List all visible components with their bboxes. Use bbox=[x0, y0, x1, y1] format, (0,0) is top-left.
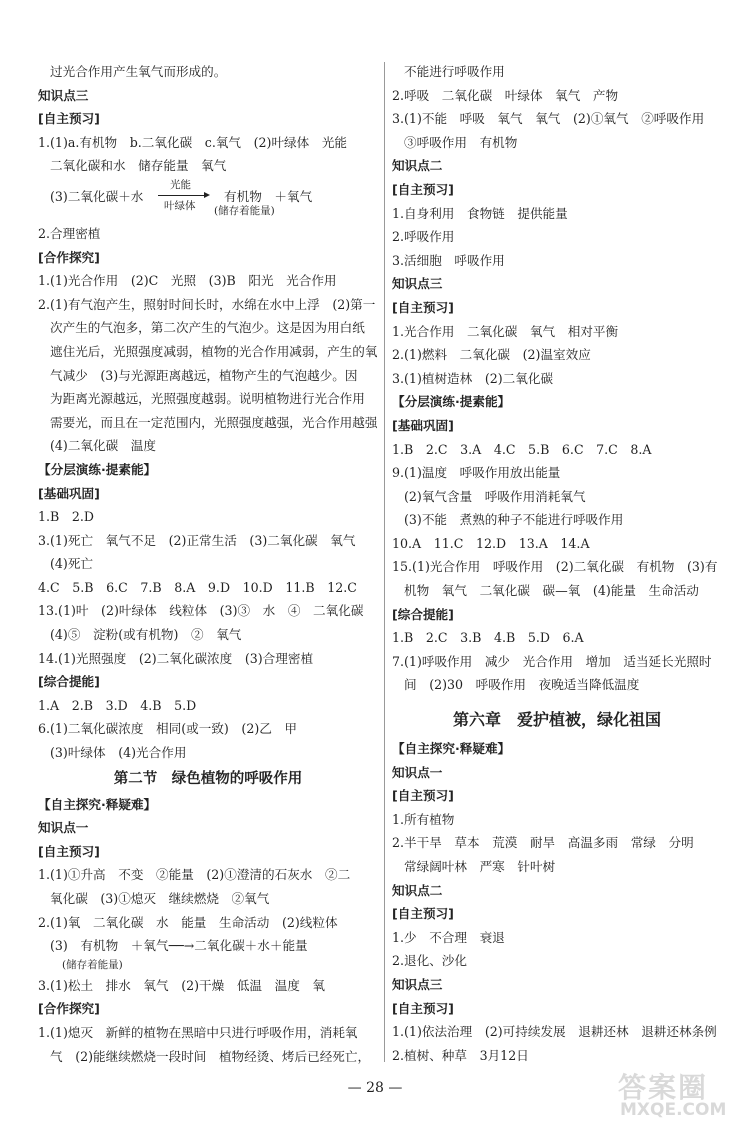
subsection-label: [自主预习] bbox=[392, 906, 454, 922]
subsection-label: [合作探究] bbox=[38, 249, 100, 265]
answer-line: (4)⑤ 淀粉(或有机物) ② 氧气 bbox=[50, 627, 242, 643]
answer-line: 1.光合作用 二氧化碳 氧气 相对平衡 bbox=[392, 323, 619, 339]
equation-note: (储存着能量) bbox=[214, 204, 275, 217]
section-banner: 【自主探究·释疑难】 bbox=[392, 741, 511, 757]
subsection-label: [自主预习] bbox=[392, 788, 454, 804]
answer-line: 3.(1)死亡 氧气不足 (2)正常生活 (3)二氧化碳 氧气 bbox=[38, 532, 356, 548]
answer-line: 14.(1)光照强度 (2)二氧化碳浓度 (3)合理密植 bbox=[38, 650, 314, 666]
answer-line: (4)死亡 bbox=[50, 556, 94, 572]
answer-line: (3) 有机物 ＋氧气──→二氧化碳＋水＋能量 bbox=[50, 938, 308, 954]
section-banner: 【分层演练·提素能】 bbox=[38, 461, 157, 477]
answer-line: 1.B 2.C 3.A 4.C 5.B 6.C 7.C 8.A bbox=[392, 441, 652, 457]
answer-line: 1.少 不合理 衰退 bbox=[392, 929, 505, 945]
column-divider bbox=[384, 62, 385, 1062]
answer-line: 1.B 2.D bbox=[38, 509, 94, 525]
subsection-label: [自主预习] bbox=[392, 1000, 454, 1016]
answer-line: 1.(1)①升高 不变 ②能量 (2)①澄清的石灰水 ②二 bbox=[38, 867, 351, 883]
section-banner: 【自主探究·释疑难】 bbox=[38, 796, 157, 812]
subsection-label: [自主预习] bbox=[392, 181, 454, 197]
equation-products: 有机物 ＋氧气 bbox=[224, 188, 313, 204]
subsection-label: [自主预习] bbox=[38, 111, 100, 127]
answer-line: 15.(1)光合作用 呼吸作用 (2)二氧化碳 有机物 (3)有 bbox=[392, 559, 718, 575]
answer-line: 机物 氧气 二氧化碳 碳—氧 (4)能量 生命活动 bbox=[404, 583, 699, 599]
answer-line: 2.合理密植 bbox=[38, 225, 101, 241]
answer-line: 2.呼吸 二氧化碳 叶绿体 氧气 产物 bbox=[392, 87, 619, 103]
answer-line: (4)二氧化碳 温度 bbox=[50, 438, 156, 454]
answer-line: 2.退化、沙化 bbox=[392, 953, 467, 969]
chapter-title: 第六章 爱护植被，绿化祖国 bbox=[452, 710, 661, 730]
equation-condition-top: 光能 bbox=[170, 178, 191, 191]
knowledge-point-heading: 知识点一 bbox=[38, 820, 89, 836]
answer-line: 1.(1)熄灭 新鲜的植物在黑暗中只进行呼吸作用，消耗氧 bbox=[38, 1024, 358, 1040]
subsection-label: [自主预习] bbox=[392, 299, 454, 315]
answer-line: 10.A 11.C 12.D 13.A 14.A bbox=[392, 535, 590, 551]
answer-line: 2.(1)燃料 二氧化碳 (2)温室效应 bbox=[392, 347, 591, 363]
answer-line: 二氧化碳和水 储存能量 氧气 bbox=[50, 158, 227, 174]
answer-line: (2)氧气含量 呼吸作用消耗氧气 bbox=[404, 488, 586, 504]
answer-line: 2.植树、种草 3月12日 bbox=[392, 1047, 529, 1063]
answer-line: 3.活细胞 呼吸作用 bbox=[392, 252, 505, 268]
answer-line: ③呼吸作用 有机物 bbox=[404, 134, 518, 150]
arrowhead-icon bbox=[204, 192, 210, 198]
answer-line: 气减少 (3)与光源距离越远，植物产生的气泡越少。因 bbox=[50, 367, 358, 383]
answer-line: 1.(1)a.有机物 b.二氧化碳 c.氧气 (2)叶绿体 光能 bbox=[38, 134, 348, 150]
knowledge-point-heading: 知识点一 bbox=[392, 764, 443, 780]
answer-line: 1.所有植物 bbox=[392, 811, 455, 827]
subsection-label: [自主预习] bbox=[38, 843, 100, 859]
knowledge-point-heading: 知识点三 bbox=[392, 276, 443, 292]
answer-line: 2.(1)有气泡产生，照射时间长时，水绵在水中上浮 (2)第一 bbox=[38, 296, 376, 312]
subsection-label: [基础巩固] bbox=[38, 485, 100, 501]
answer-line: 3.(1)松土 排水 氧气 (2)干燥 低温 温度 氧 bbox=[38, 977, 325, 993]
knowledge-point-heading: 知识点二 bbox=[392, 882, 443, 898]
answer-line: 2.呼吸作用 bbox=[392, 229, 455, 245]
watermark-url: MXQE.COM bbox=[620, 1100, 727, 1120]
answer-line: 3.(1)植树造林 (2)二氧化碳 bbox=[392, 370, 554, 386]
equation-note: (储存着能量) bbox=[62, 958, 123, 971]
reaction-arrow bbox=[158, 195, 206, 196]
watermark-logo bbox=[612, 1066, 740, 1122]
page-number: — 28 — bbox=[347, 1080, 403, 1096]
answer-line: 1.(1)光合作用 (2)C 光照 (3)B 阳光 光合作用 bbox=[38, 273, 337, 289]
answer-line: 2.半干旱 草本 荒漠 耐旱 高温多雨 常绿 分明 bbox=[392, 835, 694, 851]
equation-condition-bottom: 叶绿体 bbox=[164, 199, 196, 212]
knowledge-point-heading: 知识点二 bbox=[392, 158, 443, 174]
equation-reactants: (3)二氧化碳＋水 bbox=[50, 188, 144, 204]
answer-line: (3)不能 煮熟的种子不能进行呼吸作用 bbox=[404, 512, 624, 528]
answer-line: 需要光，而且在一定范围内，光照强度越强，光合作用越强 bbox=[50, 414, 378, 430]
subsection-label: [综合提能] bbox=[38, 674, 100, 690]
answer-line: 次产生的气泡多，第二次产生的气泡少。这是因为用白纸 bbox=[50, 320, 365, 336]
text-line: 过光合作用产生氧气而形成的。 bbox=[50, 64, 227, 79]
answer-line: 气 (2)能继续燃烧一段时间 植物经烫、烤后已经死亡， bbox=[50, 1048, 371, 1064]
subsection-label: [基础巩固] bbox=[392, 417, 454, 433]
section-banner: 【分层演练·提素能】 bbox=[392, 394, 511, 410]
answer-line: 1.自身利用 食物链 提供能量 bbox=[392, 205, 568, 221]
answer-line: 1.B 2.C 3.B 4.B 5.D 6.A bbox=[392, 630, 584, 646]
knowledge-point-heading: 知识点三 bbox=[38, 87, 89, 103]
photosynthesis-equation bbox=[38, 178, 378, 222]
section-title: 第二节 绿色植物的呼吸作用 bbox=[113, 770, 303, 787]
knowledge-point-heading: 知识点三 bbox=[392, 976, 443, 992]
answer-line: 不能进行呼吸作用 bbox=[404, 64, 505, 79]
left-column bbox=[38, 60, 378, 1068]
answer-line: 遮住光后，光照强度减弱，植物的光合作用减弱，产生的氧 bbox=[50, 343, 378, 359]
answer-line: 7.(1)呼吸作用 减少 光合作用 增加 适当延长光照时 bbox=[392, 653, 712, 669]
subsection-label: [合作探究] bbox=[38, 1001, 100, 1017]
answer-line: 6.(1)二氧化碳浓度 相同(或一致) (2)乙 甲 bbox=[38, 721, 298, 737]
answer-line: 为距离光源越远，光照强度越弱。说明植物进行光合作用 bbox=[50, 391, 365, 407]
answer-line: 13.(1)叶 (2)叶绿体 线粒体 (3)③ 水 ④ 二氧化碳 bbox=[38, 603, 364, 619]
answer-line: 3.(1)不能 呼吸 氧气 氧气 (2)①氧气 ②呼吸作用 bbox=[392, 111, 705, 127]
answer-line: 氧化碳 (3)①熄灭 继续燃烧 ②氧气 bbox=[50, 891, 270, 906]
answer-line: 1.(1)依法治理 (2)可持续发展 退耕还林 退耕还林条例 bbox=[392, 1024, 717, 1040]
answer-line: 1.A 2.B 3.D 4.B 5.D bbox=[38, 697, 197, 713]
watermark-text: 答案圈 bbox=[618, 1071, 709, 1104]
subsection-label: [综合提能] bbox=[392, 606, 454, 622]
answer-line: (3)叶绿体 (4)光合作用 bbox=[50, 745, 187, 761]
right-column bbox=[392, 60, 722, 1067]
answer-line: 间 (2)30 呼吸作用 夜晚适当降低温度 bbox=[404, 677, 640, 693]
answer-line: 9.(1)温度 呼吸作用放出能量 bbox=[392, 465, 561, 481]
answer-line: 常绿阔叶林 严寒 针叶树 bbox=[404, 859, 556, 874]
answer-line: 2.(1)氧 二氧化碳 水 能量 生命活动 (2)线粒体 bbox=[38, 914, 338, 930]
answer-line: 4.C 5.B 6.C 7.B 8.A 9.D 10.D 11.B 12.C bbox=[38, 579, 357, 595]
